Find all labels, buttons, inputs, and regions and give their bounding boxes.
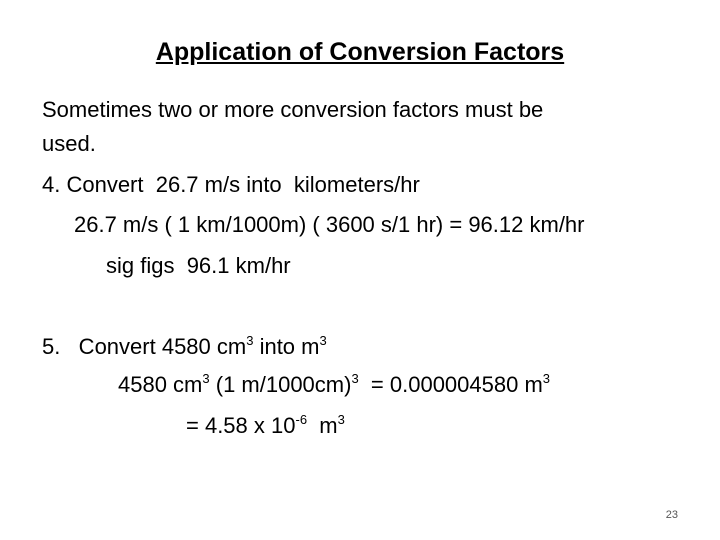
example-5-calc-text-b: (1 m/1000cm) <box>209 372 352 397</box>
example-5-result <box>186 413 345 439</box>
example-5-calculation <box>118 372 550 398</box>
superscript: 3 <box>319 333 327 348</box>
page-number: 23 <box>665 509 678 521</box>
intro-line-1: Sometimes two or more conversion factors must be <box>42 97 544 122</box>
example-5-result-text-b: m <box>307 413 338 438</box>
slide-title: Application of Conversion Factors <box>155 38 565 66</box>
superscript: 3 <box>351 371 359 386</box>
intro-line-2: used. <box>42 131 96 156</box>
example-5-calc-text-c: = 0.000004580 m <box>358 372 543 397</box>
example-4-sig-figs: sig figs 96.1 km/hr <box>106 253 291 278</box>
example-4-calculation: 26.7 m/s ( 1 km/1000m) ( 3600 s/1 hr) = 96.12 km/hr <box>74 212 585 237</box>
superscript: 3 <box>246 333 254 348</box>
example-5-result-text-a: = 4.58 x 10 <box>186 413 296 438</box>
superscript: 3 <box>542 371 551 386</box>
example-5-heading <box>42 334 327 360</box>
exponent: -6 <box>295 412 308 427</box>
example-5-heading-text-a: 5. Convert 4580 cm <box>42 334 247 359</box>
superscript: 3 <box>202 371 210 386</box>
example-5-calc-text-a: 4580 cm <box>118 372 203 397</box>
example-5-heading-text-b: into m <box>253 334 320 359</box>
example-4-heading: 4. Convert 26.7 m/s into kilometers/hr <box>42 172 420 197</box>
superscript: 3 <box>337 412 345 427</box>
